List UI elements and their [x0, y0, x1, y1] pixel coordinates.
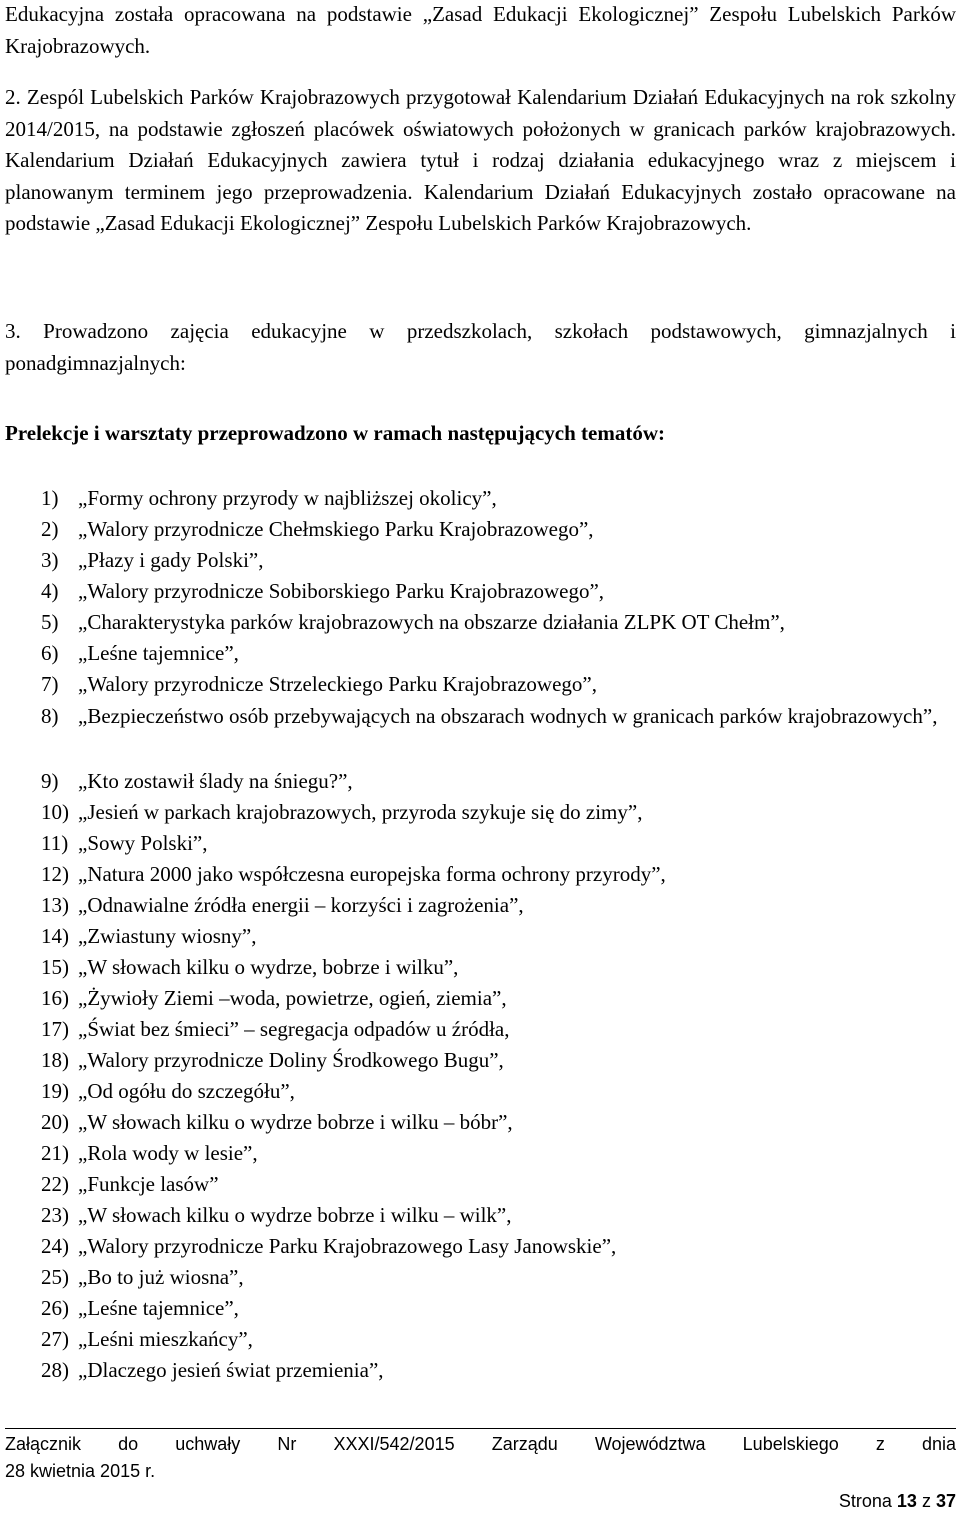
topic-item: [5, 638, 956, 669]
topic-number: 22): [41, 1172, 69, 1196]
topic-number: 8): [41, 704, 59, 728]
topic-title: „Odnawialne źródła energii – korzyści i zagrożenia”,: [78, 893, 524, 917]
topic-item: [5, 1076, 956, 1107]
topic-number: 17): [41, 1017, 69, 1041]
page-number-label: Strona: [838, 1491, 892, 1511]
topic-item: [5, 890, 956, 921]
page-number: [839, 1490, 956, 1512]
section-2-text: 2. Zespól Lubelskich Parków Krajobrazowych przygotował Kalendarium Działań Edukacyjnych na rok szkolny 2014/2015, na podstawie zgłoszeń placówek oświatowych położonych w granicach parków krajobrazowych. Kalendarium Działań Edukacyjnych zawiera tytuł i rodzaj działania edukacyjnego wraz z miejscem i planowanym terminem jego przeprowadzenia. Kalendarium Działań Edukacyjnych zostało opracowane na podstawie „Zasad Edukacji Ekologicznej” Zespołu Lubelskich Parków Krajobrazowych.: [5, 85, 956, 235]
topic-number: 21): [41, 1141, 69, 1165]
topic-item: [5, 766, 956, 797]
topic-item: [5, 952, 956, 983]
topic-title: „Leśni mieszkańcy”,: [78, 1327, 253, 1351]
topic-title: „Formy ochrony przyrody w najbliższej okolicy”,: [78, 486, 497, 510]
topic-number: 13): [41, 893, 69, 917]
topic-item: [5, 1324, 956, 1355]
topic-number: 7): [41, 672, 59, 696]
page-number-current: 13: [896, 1491, 917, 1511]
topic-number: 5): [41, 610, 59, 634]
topic-title: „Kto zostawił ślady na śniegu?”,: [78, 769, 353, 793]
section-2-paragraph: [5, 82, 956, 240]
topic-item: [5, 1231, 956, 1262]
topic-title: „W słowach kilku o wydrze bobrze i wilku – wilk”,: [78, 1203, 512, 1227]
topic-item: [5, 1169, 956, 1200]
topic-number: 11): [41, 831, 69, 855]
topic-title: „Leśne tajemnice”,: [78, 641, 239, 665]
topic-number: 16): [41, 986, 69, 1010]
topic-item: [5, 797, 956, 828]
topic-item: [5, 514, 956, 545]
topic-item: [5, 1200, 956, 1231]
topic-item: [5, 983, 956, 1014]
topic-title: „Od ogółu do szczegółu”,: [78, 1079, 295, 1103]
topic-title: „Bezpieczeństwo osób przebywających na obszarach wodnych w granicach parków krajobrazowych”,: [78, 704, 938, 728]
topic-title: „W słowach kilku o wydrze bobrze i wilku – bóbr”,: [78, 1110, 513, 1134]
topic-title: „Charakterystyka parków krajobrazowych na obszarze działania ZLPK OT Chełm”,: [78, 610, 785, 634]
topic-item: [5, 669, 956, 700]
topic-title: „Świat bez śmieci” – segregacja odpadów u źródła,: [78, 1017, 510, 1041]
topic-title: „Bo to już wiosna”,: [78, 1265, 244, 1289]
topic-title: „Natura 2000 jako współczesna europejska forma ochrony przyrody”,: [78, 862, 666, 886]
topic-title: „Funkcje lasów”: [78, 1172, 219, 1196]
topic-number: 4): [41, 579, 59, 603]
topic-item: [5, 1355, 956, 1386]
page-number-of: z: [921, 1491, 931, 1511]
topic-title: „Dlaczego jesień świat przemienia”,: [78, 1358, 384, 1382]
topic-item: [5, 1014, 956, 1045]
topic-title: „Walory przyrodnicze Sobiborskiego Parku Krajobrazowego”,: [78, 579, 605, 603]
section-3-paragraph: [5, 316, 956, 379]
topic-title: „Walory przyrodnicze Parku Krajobrazowego Lasy Janowskie”,: [78, 1234, 617, 1258]
topic-item: [5, 1293, 956, 1324]
topic-item: [5, 545, 956, 576]
topic-item: [5, 483, 956, 514]
topic-title: „W słowach kilku o wydrze, bobrze i wilku”,: [78, 955, 459, 979]
topic-number: 28): [41, 1358, 69, 1382]
topic-item: [5, 1107, 956, 1138]
topic-number: 23): [41, 1203, 69, 1227]
topic-number: 10): [41, 800, 69, 824]
topic-number: 24): [41, 1234, 69, 1258]
intro-paragraph: [5, 0, 956, 62]
topic-number: 26): [41, 1296, 69, 1320]
topics-list: [5, 483, 956, 1386]
topic-number: 9): [41, 769, 59, 793]
topic-title: „Rola wody w lesie”,: [78, 1141, 258, 1165]
topic-number: 12): [41, 862, 69, 886]
topic-number: 14): [41, 924, 69, 948]
topic-title: „Walory przyrodnicze Chełmskiego Parku Krajobrazowego”,: [78, 517, 594, 541]
topic-number: 27): [41, 1327, 69, 1351]
topic-title: „Sowy Polski”,: [78, 831, 208, 855]
topic-item: [5, 1045, 956, 1076]
topic-item: [5, 1138, 956, 1169]
topic-number: 3): [41, 548, 59, 572]
topic-number: 18): [41, 1048, 69, 1072]
footer-date-line: 28 kwietnia 2015 r.: [5, 1461, 156, 1481]
topic-title: „Płazy i gady Polski”,: [78, 548, 264, 572]
topic-number: 15): [41, 955, 69, 979]
topic-title: „Zwiastuny wiosny”,: [78, 924, 257, 948]
topic-item: [5, 700, 956, 766]
topic-number: 2): [41, 517, 59, 541]
section-3-text: 3. Prowadzono zajęcia edukacyjne w przedszkolach, szkołach podstawowych, gimnazjalnych i ponadgimnazjalnych:: [5, 319, 956, 375]
topic-title: „Jesień w parkach krajobrazowych, przyroda szykuje się do zimy”,: [78, 800, 643, 824]
topic-item: [5, 828, 956, 859]
page-number-total: 37: [935, 1491, 956, 1511]
topic-item: [5, 921, 956, 952]
topic-item: [5, 1262, 956, 1293]
topic-title: „Walory przyrodnicze Strzeleckiego Parku Krajobrazowego”,: [78, 672, 597, 696]
topic-number: 19): [41, 1079, 69, 1103]
footer-attachment-line: Załącznik do uchwały Nr XXXI/542/2015 Zarządu Województwa Lubelskiego z dnia: [5, 1428, 956, 1459]
topic-item: [5, 859, 956, 890]
topics-subheading: Prelekcje i warsztaty przeprowadzono w ramach następujących tematów:: [5, 421, 665, 445]
topic-number: 25): [41, 1265, 69, 1289]
topic-title: „Żywioły Ziemi –woda, powietrze, ogień, ziemia”,: [78, 986, 507, 1010]
topic-item: [5, 576, 956, 607]
topic-title: „Leśne tajemnice”,: [78, 1296, 239, 1320]
topic-item: [5, 607, 956, 638]
topic-number: 20): [41, 1110, 69, 1134]
topic-number: 6): [41, 641, 59, 665]
topic-title: „Walory przyrodnicze Doliny Środkowego Bugu”,: [78, 1048, 504, 1072]
intro-paragraph-text: Edukacyjna została opracowana na podstawie „Zasad Edukacji Ekologicznej” Zespołu Lubelskich Parków Krajobrazowych.: [5, 2, 956, 58]
topic-number: 1): [41, 486, 59, 510]
